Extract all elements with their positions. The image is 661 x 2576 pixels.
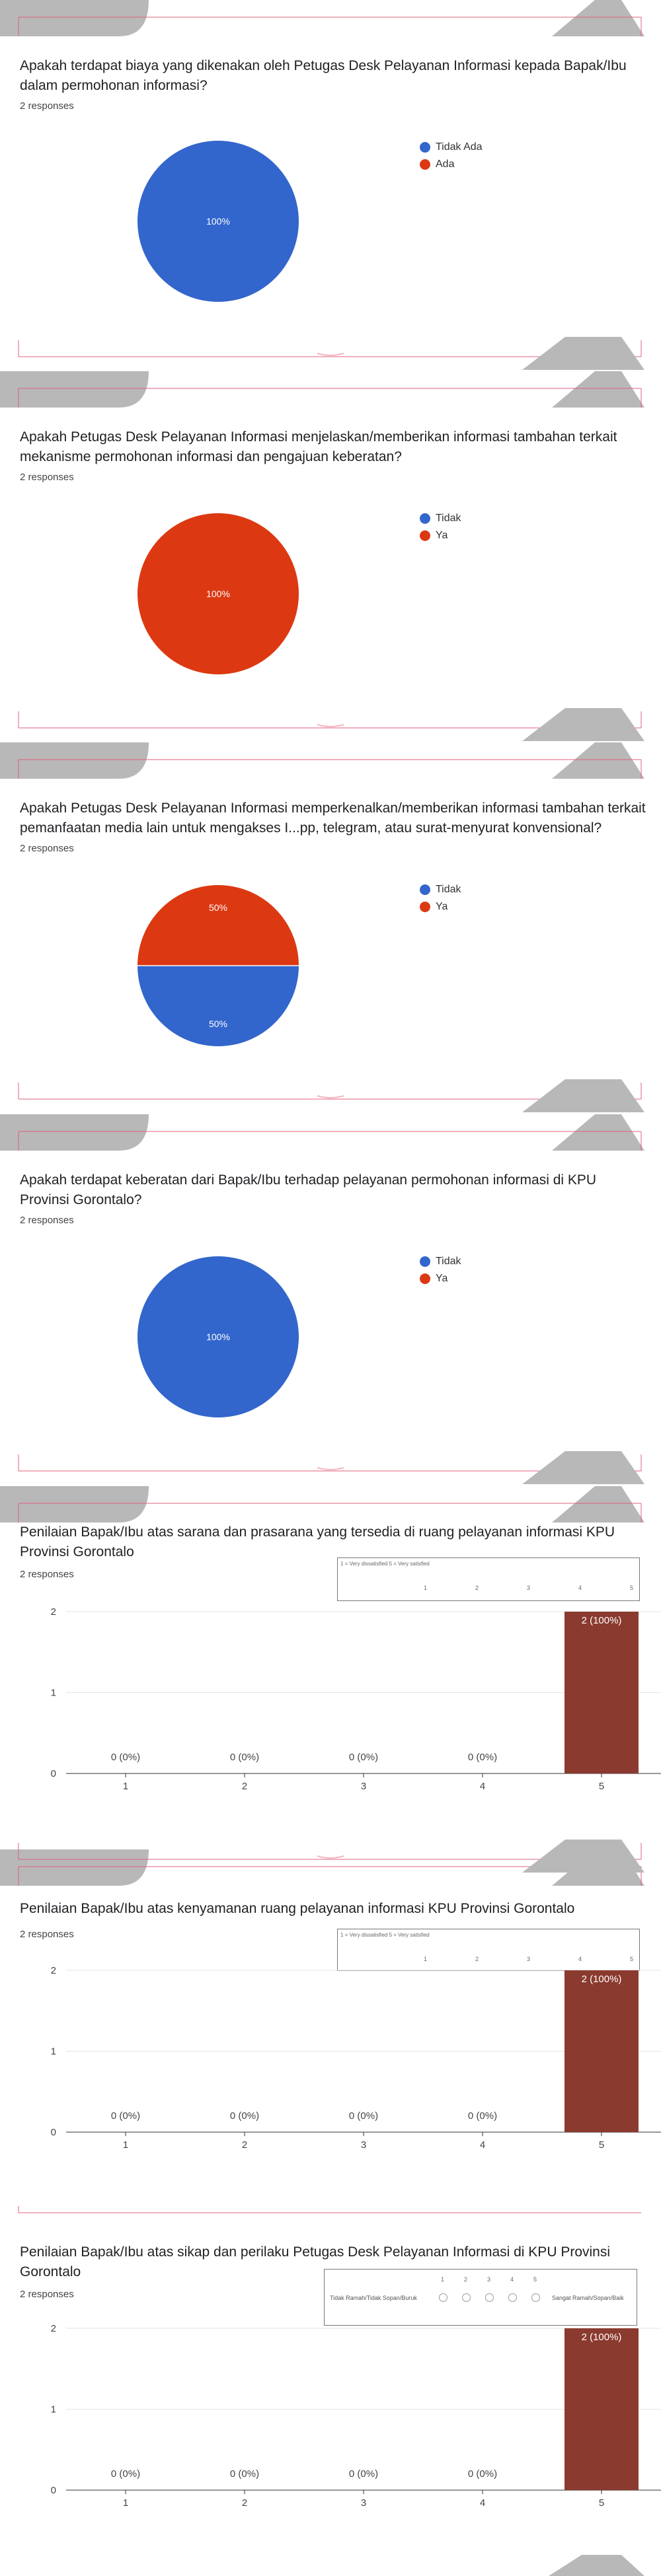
- question-title: Apakah Petugas Desk Pelayanan Informasi memperkenalkan/memberikan informasi tambahan terkait pemanfaatan media lain untuk mengakses I...pp, telegram, atau surat-menyurat konvensional?: [20, 801, 646, 836]
- legend-label: Tidak: [436, 513, 461, 524]
- bar: [564, 2328, 639, 2490]
- y-tick-label: 2: [50, 1606, 56, 1618]
- bar-chart: [0, 1863, 661, 2206]
- pie-chart: [0, 371, 661, 768]
- legend-item: [420, 510, 461, 527]
- data-label: 0 (0%): [348, 2110, 379, 2122]
- legend-swatch-blue: [420, 513, 430, 524]
- data-label: 0 (0%): [229, 1752, 260, 1763]
- chart-legend: [420, 139, 483, 173]
- response-count: 2 responses: [20, 2289, 74, 2300]
- legend-swatch-red: [420, 902, 430, 912]
- question-card-2: [0, 371, 661, 768]
- response-count: 2 responses: [20, 843, 74, 854]
- x-tick-label: 1: [122, 2497, 129, 2509]
- y-tick-label: 0: [50, 2127, 56, 2138]
- question-card-6: [0, 1863, 661, 2206]
- legend-swatch-blue: [420, 1256, 430, 1267]
- scale-number: 3: [487, 2276, 491, 2283]
- legend-label: Tidak: [436, 884, 461, 895]
- data-label: 2 (100%): [581, 2332, 622, 2343]
- scale-note: 1 = Very dissatisfied 5 = Very satisfied: [340, 1561, 430, 1567]
- scale-right-label: Sangat Ramah/Sopan/Baik: [552, 2295, 624, 2301]
- scale-number: 4: [510, 2276, 514, 2283]
- x-tick-label: 2: [241, 2497, 248, 2509]
- y-tick-label: 0: [50, 1768, 56, 1779]
- pie-chart: [0, 0, 661, 396]
- scale-number: 2: [475, 1585, 479, 1591]
- question-card-4: [0, 1114, 661, 1511]
- pie-chart: [0, 1114, 661, 1511]
- chart-legend: [420, 1253, 461, 1287]
- question-title: Apakah terdapat keberatan dari Bapak/Ibu terhadap pelayanan permohonan informasi di KPU Provinsi Gorontalo?: [20, 1172, 597, 1207]
- question-title: Apakah Petugas Desk Pelayanan Informasi menjelaskan/memberikan informasi tambahan terkait mekanisme permohonan informasi dan pengajuan keberatan?: [20, 429, 617, 464]
- x-tick-label: 1: [122, 2139, 129, 2151]
- legend-item: [420, 156, 483, 173]
- data-label: 0 (0%): [467, 1752, 498, 1763]
- question-title: Penilaian Bapak/Ibu atas sarana dan prasarana yang tersedia di ruang pelayanan informasi KPU Provinsi Gorontalo: [20, 1524, 615, 1559]
- question-card-3: [0, 742, 661, 1139]
- legend-swatch-blue: [420, 142, 430, 153]
- pie-slice: [137, 885, 299, 966]
- bar-chart: [0, 1486, 661, 1856]
- data-label: 0 (0%): [467, 2468, 498, 2480]
- legend-label: Ya: [436, 530, 448, 541]
- scale-number: 3: [527, 1956, 531, 1962]
- legend-item: [420, 1270, 461, 1287]
- scale-number: 1: [441, 2276, 445, 2283]
- scale-number: 1: [424, 1956, 428, 1962]
- question-title: Penilaian Bapak/Ibu atas sikap dan perilaku Petugas Desk Pelayanan Informasi di KPU Provinsi Gorontalo: [20, 2244, 611, 2279]
- data-label: 0 (0%): [348, 1752, 379, 1763]
- legend-swatch-red: [420, 1273, 430, 1284]
- legend-label: Ya: [436, 901, 448, 912]
- pie-chart: [0, 742, 661, 1139]
- legend-item: [420, 881, 461, 898]
- scale-number: 1: [424, 1585, 428, 1591]
- slice-label: 100%: [206, 589, 230, 599]
- data-label: 2 (100%): [581, 1615, 622, 1626]
- y-tick-label: 1: [50, 2404, 56, 2415]
- bar: [564, 1970, 639, 2132]
- scale-number: 3: [527, 1585, 531, 1591]
- legend-swatch-blue: [420, 884, 430, 895]
- y-tick-label: 1: [50, 1687, 56, 1699]
- data-label: 0 (0%): [467, 2110, 498, 2122]
- legend-item: [420, 527, 461, 544]
- scale-number: 2: [464, 2276, 468, 2283]
- legend-label: Ya: [436, 1273, 448, 1284]
- data-label: 0 (0%): [110, 1752, 141, 1763]
- y-tick-label: 2: [50, 2323, 56, 2334]
- y-tick-label: 1: [50, 2046, 56, 2057]
- chart-legend: [420, 510, 461, 544]
- legend-item: [420, 1253, 461, 1270]
- chart-legend: [420, 881, 461, 915]
- scale-note: 1 = Very dissatisfied 5 = Very satisfied: [340, 1932, 430, 1938]
- question-card-7: [0, 2223, 661, 2566]
- slice-label: 50%: [208, 902, 228, 913]
- response-count: 2 responses: [20, 472, 74, 483]
- slice-label: 100%: [206, 216, 230, 227]
- scale-number: 4: [578, 1585, 582, 1591]
- legend-item: [420, 139, 483, 156]
- legend-item: [420, 898, 461, 915]
- data-label: 0 (0%): [110, 2468, 141, 2480]
- x-tick-label: 2: [241, 2139, 248, 2151]
- response-count: 2 responses: [20, 1569, 74, 1580]
- scale-number: 5: [630, 1585, 634, 1591]
- x-tick-label: 4: [479, 1781, 486, 1792]
- x-tick-label: 4: [479, 2139, 486, 2151]
- data-label: 0 (0%): [110, 2110, 141, 2122]
- scale-number: 4: [578, 1956, 582, 1962]
- data-label: 0 (0%): [348, 2468, 379, 2480]
- x-tick-label: 3: [360, 1781, 367, 1792]
- slice-label: 50%: [208, 1018, 228, 1029]
- question-card-5: [0, 1486, 661, 1856]
- response-count: 2 responses: [20, 100, 74, 112]
- question-title: Apakah terdapat biaya yang dikenakan oleh Petugas Desk Pelayanan Informasi kepada Bapak/Ibu dalam permohonan informasi?: [20, 58, 627, 93]
- question-card-1: [0, 0, 661, 396]
- response-count: 2 responses: [20, 1215, 74, 1226]
- x-tick-label: 1: [122, 1781, 129, 1792]
- scale-number: 2: [475, 1956, 479, 1962]
- data-label: 0 (0%): [229, 2468, 260, 2480]
- scale-number: 5: [533, 2276, 537, 2283]
- x-tick-label: 5: [598, 1781, 605, 1792]
- pink-arc: [317, 1856, 344, 1858]
- slice-label: 100%: [206, 1332, 230, 1342]
- legend-label: Tidak: [436, 1256, 461, 1267]
- response-count: 2 responses: [20, 1929, 74, 1940]
- x-tick-label: 3: [360, 2497, 367, 2509]
- x-tick-label: 2: [241, 1781, 248, 1792]
- pie-slice: [137, 966, 299, 1046]
- bar-chart: [0, 2223, 661, 2566]
- question-title: Penilaian Bapak/Ibu atas kenyamanan ruang pelayanan informasi KPU Provinsi Gorontalo: [20, 1901, 575, 1916]
- x-tick-label: 5: [598, 2139, 605, 2151]
- scale-left-label: Tidak Ramah/Tidak Sopan/Buruk: [330, 2295, 417, 2301]
- bar: [564, 1612, 639, 1773]
- y-tick-label: 2: [50, 1965, 56, 1976]
- scale-number: 5: [630, 1956, 634, 1962]
- legend-label: Ada: [436, 159, 455, 170]
- data-label: 2 (100%): [581, 1974, 622, 1985]
- legend-swatch-red: [420, 159, 430, 170]
- legend-swatch-red: [420, 530, 430, 541]
- x-tick-label: 3: [360, 2139, 367, 2151]
- y-tick-label: 0: [50, 2485, 56, 2496]
- x-tick-label: 5: [598, 2497, 605, 2509]
- data-label: 0 (0%): [229, 2110, 260, 2122]
- x-tick-label: 4: [479, 2497, 486, 2509]
- legend-label: Tidak Ada: [436, 141, 483, 153]
